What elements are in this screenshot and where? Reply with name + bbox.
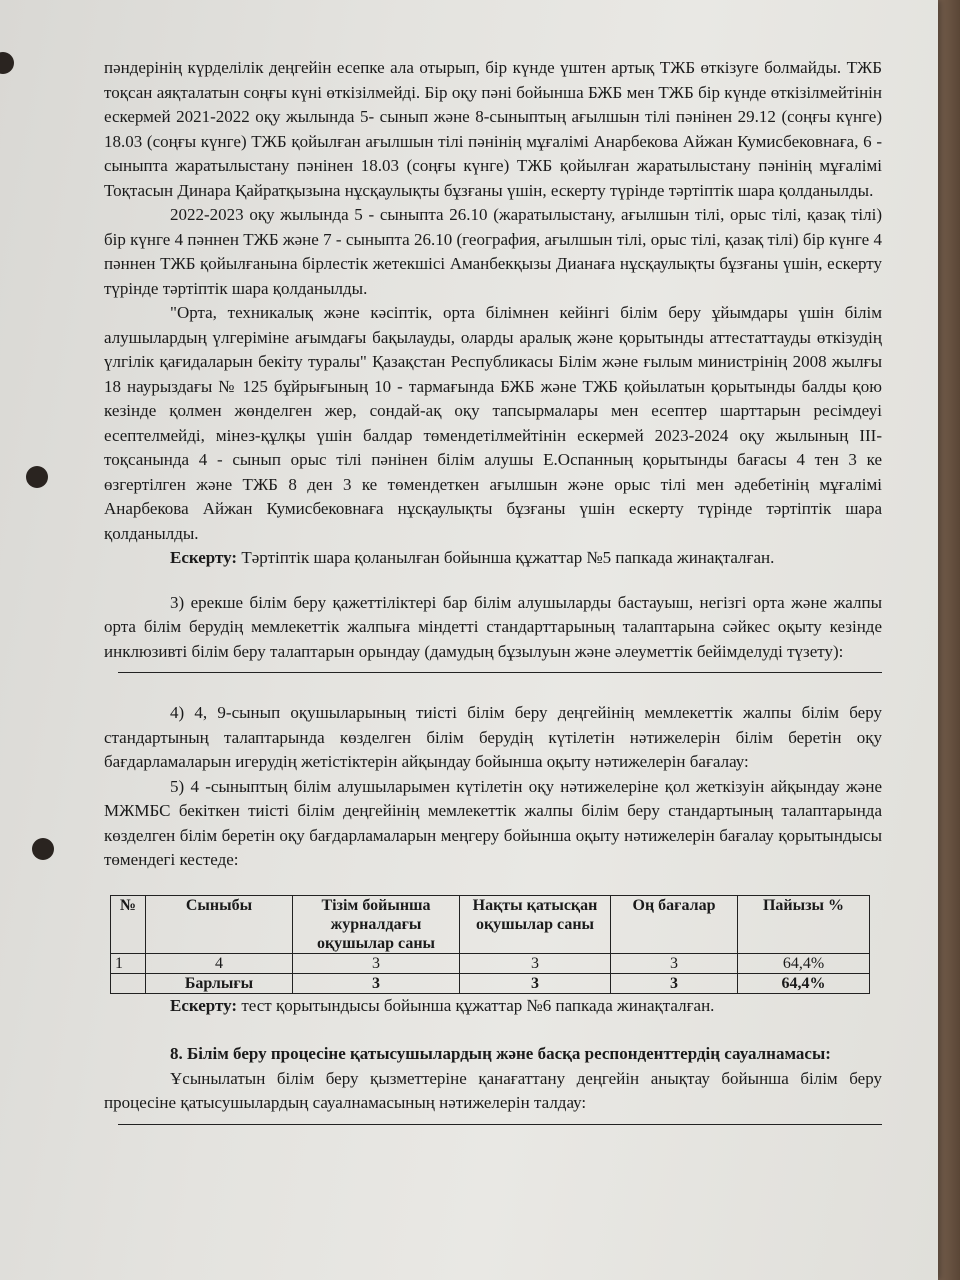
table-cell: Барлығы (146, 973, 293, 993)
table-header: № (111, 895, 146, 953)
paragraph: "Орта, техникалық және кәсіптік, орта білімнен кейінгі білім беру ұйымдары үшін білім алушылардың үлгеріміне ағымдағы бақылауды, оларды аралық және қорытынды аттестаттауды өткізудің үлгілік қағидаларын бекіту туралы" Қазақстан Республикасы Білім және ғылым министрінің 2008 жылғы 18 наурыздағы № 125 бұйрығының 10 - тармағында БЖБ және ТЖБ қойылатын қорытынды балды қою кезінде қолмен жөнделген жер, сондай-ақ оқу тапсырмалары мен есептер шарттарын ресімдеуі есептелмейді, мінез-құлқы үшін балдар төмендетілмейтінін ескермей 2023-2024 оқу жылының ІІІ-тоқсанында 4 - сынып орыс тілі пәнінен білім алушы Е.Оспанның қорытынды бағасы 4 тен 3 ке өзгертілген және ТЖБ 8 ден 3 ке төмендеткен ағылшын және орыс тілі мен әдебетінің мұғалімі Анарбекова Айжан Кумисбековнаға нұсқаулықты бұзғаны үшін ескерту түрінде тәртіптік шара қолданылды. (104, 303, 882, 543)
paragraph: Ұсынылатын білім беру қызметтеріне қанағаттану деңгейін анықтау бойынша білім беру процесіне қатысушылардың сауалнамасының нәтижелерін талдау: (104, 1068, 882, 1112)
note (104, 994, 882, 1019)
paragraph: 4) 4, 9-сынып оқушыларының тиісті білім беру деңгейінің мемлекеттік жалпы білім беру стандартының талаптарында көзделген білім берудің күтілетін нәтижелерін білім беретін оқу бағдарламаларын игерудің жетістіктерін айқындау бойынша оқыту нәтижелерін бағалау: (104, 703, 882, 771)
blank-line (118, 1116, 882, 1125)
table-cell: 3 (460, 953, 611, 973)
table-cell: 64,4% (738, 973, 870, 993)
paragraph: 2022-2023 оқу жылында 5 - сыныпта 26.10 (жаратылыстану, ағылшын тілі, орыс тілі, қазақ тілі) бір күнге 4 пәннен ТЖБ және 7 - сыныпта 26.10 (география, ағылшын тілі, орыс тілі, қазақ тілі) бір күнге 4 пәннен ТЖБ қойылғанына бірлестік жетекшісі Аманбекқызы Дианаға нұсқаулықты бұзғаны үшін, ескерту түрінде тәртіптік шара қолданылды. (104, 205, 882, 298)
table-header: Оң бағалар (611, 895, 738, 953)
table-cell: 3 (611, 973, 738, 993)
note-text: тест қорытындысы бойынша құжаттар №6 папкада жинақталған. (237, 995, 715, 1015)
table-cell: 64,4% (738, 953, 870, 973)
table-header: Тізім бойынша журналдағы оқушылар саны (293, 895, 460, 953)
table-cell (111, 973, 146, 993)
results-table (110, 895, 870, 994)
table-header-row (111, 895, 870, 953)
section-heading: 8. Білім беру процесіне қатысушылардың және басқа респонденттердің сауалнамасы: (170, 1044, 831, 1063)
paragraph: пәндерінің күрделілік деңгейін есепке ала отырып, бір күнде үштен артық ТЖБ өткізуге болмайды. ТЖБ тоқсан аяқталатын соңғы күні өткізілмейді. Бір оқу пәні бойынша БЖБ мен ТЖБ бір күнде өткізілмейтінін ескермей 2021-2022 оқу жылында 5- сынып және 8-сыныптың ағылшын тілі пәнінен 29.12 (соңғы күнге) 18.03 (соңғы күнге) ТЖБ қойылған ағылшын тілі пәнінің мұғалімі Анарбекова Айжан Кумисбековнаға, 6 - сыныпта жаратылыстану пәнінен 18.03 (соңғы күнге) ТЖБ қойылған жаратылыстану пәнінің мұғалімі Тоқтасын Динара Қайратқызына нұсқаулықты бұзғаны үшін, ескерту түрінде тәртіптік шара қолданылды. (104, 58, 882, 200)
punch-hole (32, 838, 54, 860)
table-cell: 4 (146, 953, 293, 973)
table-header: Нақты қатысқан оқушылар саны (460, 895, 611, 953)
note-label: Ескерту: (170, 995, 238, 1015)
paragraph: 3) ерекше білім беру қажеттіліктері бар білім алушыларды бастауыш, негізгі орта және жалпы орта білім берудің мемлекеттік жалпыға міндетті стандарттарының талаптарына сәйкес оқыту кезінде инклюзивті білім беру талаптарын орындау (дамудың бұзылуын және әлеуметтік бейімделуді түзету): (104, 592, 882, 661)
punch-hole (26, 466, 48, 488)
table-header: Сыныбы (146, 895, 293, 953)
note-label: Ескерту: (170, 548, 238, 567)
punch-hole (0, 52, 14, 74)
table-cell: 3 (611, 953, 738, 973)
paragraph: 5) 4 -сыныптың білім алушыларымен күтілетін оқу нәтижелеріне қол жеткізуін айқындау және МЖМБС бекіткен тиісті білім деңгейінің мемлекеттік жалпы білім беру стандартының талаптарында көзделген білім беретін оқу бағдарламаларын меңгеру бойынша оқыту нәтижелерін бағалау қорытындысы төмендегі кестеде: (104, 776, 882, 869)
table-row (111, 953, 870, 973)
table-header: Пайызы % (738, 895, 870, 953)
table-cell: 3 (460, 973, 611, 993)
blank-line (118, 664, 882, 673)
note-text: Тәртіптік шара қоланылған бойынша құжаттар №5 папкада жинақталған. (237, 548, 775, 567)
table-total-row (111, 973, 870, 993)
document-body (104, 56, 882, 1125)
table-cell: 3 (293, 973, 460, 993)
note (104, 546, 882, 571)
table-cell: 1 (111, 953, 146, 973)
table-cell: 3 (293, 953, 460, 973)
